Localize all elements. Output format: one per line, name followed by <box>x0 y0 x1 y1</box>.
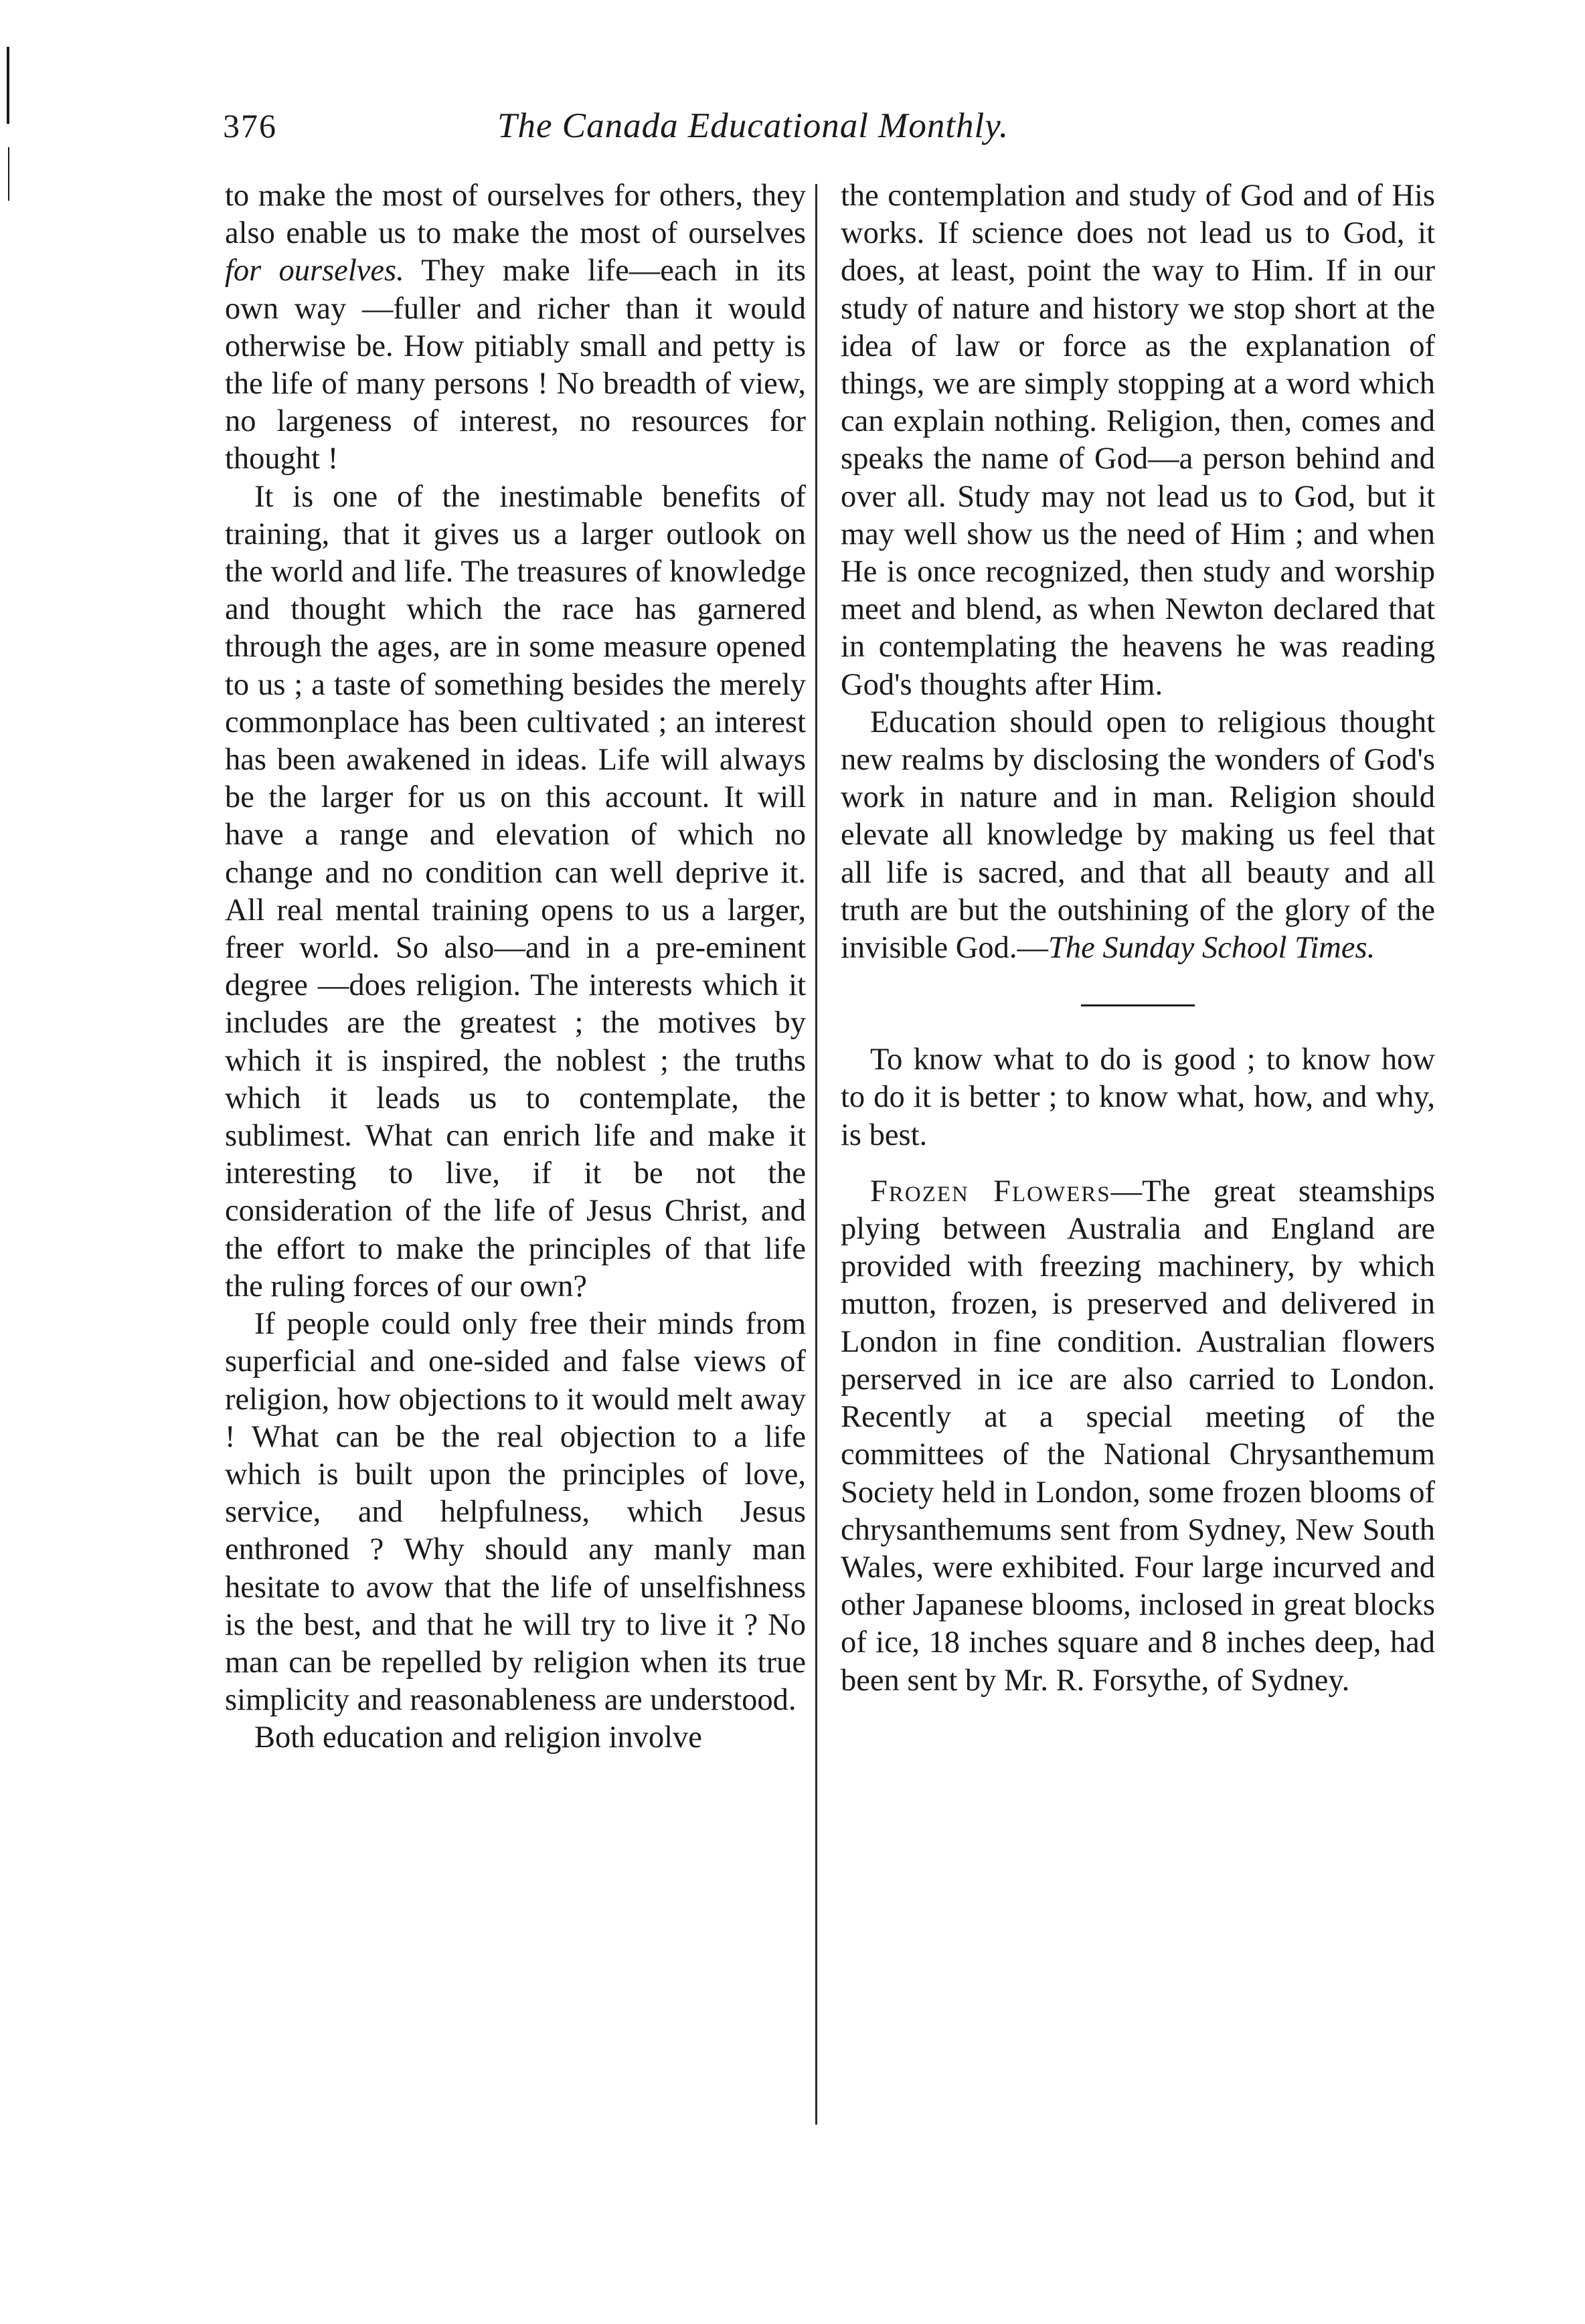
paragraph: If people could only free their minds from superficial and one-sided and false views of religion, how objections to it would melt away ! What can be the real objection to a life which is built upon the principles of love, service, and helpfulness, which Jesus enthroned ? Why should any manly man hesitate to avow that the life of unselfishness is the best, and that he will try to live it ? No man can be repelled by religion when its true simplicity and reasonableness are understood. <box>225 1307 806 1718</box>
page-header <box>223 99 1147 153</box>
page-edge-line <box>7 47 9 124</box>
page-number: 376 <box>223 107 277 145</box>
page-edge-line-lower <box>8 147 9 201</box>
aphorism: To know what to do is good ; to know how to do it is better ; to know what, how, and why, is best. <box>841 1043 1435 1152</box>
paragraph: Both education and religion involve <box>254 1720 702 1755</box>
source-citation: The Sunday School Times. <box>1048 931 1375 966</box>
paragraph-text: They make life—each in its own way —fuller and richer than it would otherwise be. How pitiably small and petty is the life of many persons ! No breadth of view, no largeness of interest, no resources for thought ! <box>225 254 807 476</box>
right-column <box>841 177 1435 1700</box>
article-frozen-flowers <box>841 1173 1435 1700</box>
paragraph-text: to make the most of ourselves for others, they also enable us to make the most of ourselves <box>225 179 806 251</box>
left-column <box>225 177 806 1757</box>
emphasis-text: for ourselves. <box>225 254 404 288</box>
column-divider <box>815 184 817 2125</box>
paragraph <box>841 704 1435 967</box>
spacer <box>841 1154 1435 1173</box>
article-body: —The great steamships plying between Australia and England are provided with freezing machinery, by which mutton, frozen, is preserved and delivered in London in fine condition. Australian flowers perserved in ice are also carried to London. Recently at a special meeting of the committees of the National Chrysanthemum Society held in London, some frozen blooms of chrysanthemums sent from Sydney, New South Wales, were exhibited. Four large incurved and other Japanese blooms, inclosed in great blocks of ice, 18 inches square and 8 inches deep, had been sent by Mr. R. Forsythe, of Sydney. <box>841 1174 1435 1698</box>
section-rule <box>1081 1004 1195 1006</box>
paragraph-continuation <box>225 177 806 478</box>
paragraph: It is one of the inestimable benefits of training, that it gives us a larger outlook on the world and life. The treasures of knowledge and thought which the race has garnered through the ages, are in some measure opened to us ; a taste of something besides the merely commonplace has been cultivated ; an interest has been awakened in ideas. Life will always be the larger for us on this account. It will have a range and elevation of which no change and no condition can well deprive it. All real mental training opens to us a larger, freer world. So also—and in a pre-eminent degree —does religion. The interests which it includes are the greatest ; the motives by which it is inspired, the noblest ; the truths which it leads us to contemplate, the sublimest. What can enrich life and make it interesting to live, if it be not the consideration of the life of Jesus Christ, and the effort to make the principles of that life the ruling forces of our own? <box>225 479 806 1304</box>
article-heading: Frozen Flowers <box>870 1174 1111 1209</box>
running-title: The Canada Educational Monthly. <box>497 106 1009 145</box>
paragraph-continuation: the contemplation and study of God and of His works. If science does not lead us to God, it does, at least, point the way to Him. If in our study of nature and history we stop short at the idea of law or force as the explanation of things, we are simply stopping at a word which can explain nothing. Religion, then, comes and speaks the name of God—a person behind and over all. Study may not lead us to God, but it may well show us the need of Him ; and when He is once recognized, then study and worship meet and blend, as when Newton declared that in contemplating the heavens he was reading God's thoughts after Him. <box>841 179 1435 702</box>
paragraph-text: Education should open to religious thought new realms by disclosing the wonders of God's work in nature and in man. Religion should elevate all knowledge by making us feel that all life is sacred, and that all beauty and all truth are but the outshining of the glory of the invisible God.— <box>841 705 1435 966</box>
